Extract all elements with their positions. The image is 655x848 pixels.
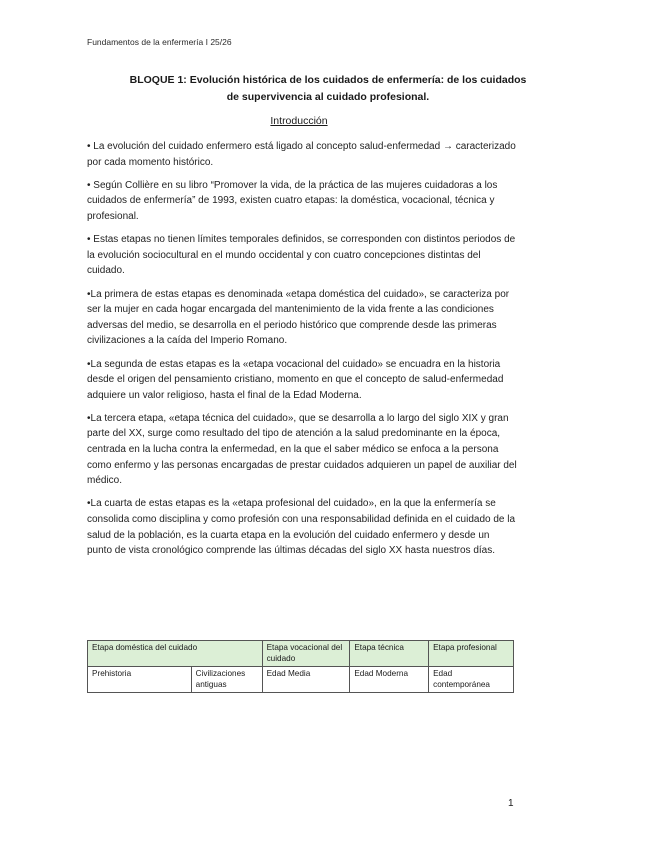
stages-table — [87, 640, 514, 693]
section-heading-introduccion: Introducción — [270, 115, 328, 127]
paragraph: • La evolución del cuidado enfermero está ligado al concepto salud-enfermedad → caracterizado por cada momento histórico. — [87, 141, 516, 168]
paragraph: •La cuarta de estas etapas es la «etapa profesional del cuidado», en la que la enfermería se consolida como disciplina y como profesión con una responsabilidad definida en el cuidado de la salud de la población, es la cuarta etapa en la evolución del cuidado enfermero y desde un punto de vista cronológico comprende las últimas décadas del siglo XX hasta nuestros días. — [87, 498, 516, 557]
table-header-cell: Etapa vocacional del cuidado — [262, 641, 350, 667]
table-header-cell: Etapa doméstica del cuidado — [88, 641, 263, 667]
title-line-1: BLOQUE 1: Evolución histórica de los cuidados de enfermería: de los cuidados — [129, 74, 527, 86]
table-row — [88, 667, 514, 693]
table-header-row — [88, 641, 514, 667]
paragraph: •La segunda de estas etapas es la «etapa vocacional del cuidado» se encuadra en la historia desde el origen del pensamiento cristiano, momento en que el concepto de salud-enfermedad adquiere un valor religioso, hasta el final de la Edad Moderna. — [87, 358, 504, 401]
table-header-cell: Etapa profesional — [429, 641, 514, 667]
paragraph: •La tercera etapa, «etapa técnica del cuidado», que se desarrolla a lo largo del siglo XIX y gran parte del XX, surge como resultado del tipo de atención a la salud predominante en la época, centrada en la lucha contra la enfermedad, en la que el saber médico se enfoca a la persona como enfermo y las personas encargadas de prestar cuidados adquieren un papel de auxiliar del médico. — [87, 412, 517, 487]
table-header-cell: Etapa técnica — [350, 641, 429, 667]
page-number: 1 — [508, 798, 514, 809]
document-title — [80, 72, 576, 106]
table-cell: Edad Media — [262, 667, 350, 693]
paragraph: •La primera de estas etapas es denominada «etapa doméstica del cuidado», se caracteriza por ser la mujer en cada hogar encargada del mantenimiento de la vida frente a las condiciones adversas del medio, se desarrolla en el periodo histórico que comprende desde las primeras civilizaciones a la caída del Imperio Romano. — [87, 288, 510, 347]
body-text — [87, 139, 517, 566]
document-header: Fundamentos de la enfermería I 25/26 — [87, 37, 232, 47]
paragraph: • Según Collière en su libro “Promover la vida, de la práctica de las mujeres cuidadoras a los cuidados de enfermería” de 1993, existen cuatro etapas: la doméstica, vocacional, técnica y profesional. — [87, 179, 498, 222]
table-cell: Prehistoria — [88, 667, 192, 693]
paragraph: • Estas etapas no tienen límites temporales definidos, se corresponden con distintos periodos de la evolución sociocultural en el mundo occidental y con cuatro concepciones distintas del cuidado. — [87, 234, 516, 277]
title-line-2: de supervivencia al cuidado profesional. — [226, 91, 430, 103]
table-cell: Civilizaciones antiguas — [191, 667, 262, 693]
table-cell: Edad contemporánea — [429, 667, 514, 693]
table-cell: Edad Moderna — [350, 667, 429, 693]
